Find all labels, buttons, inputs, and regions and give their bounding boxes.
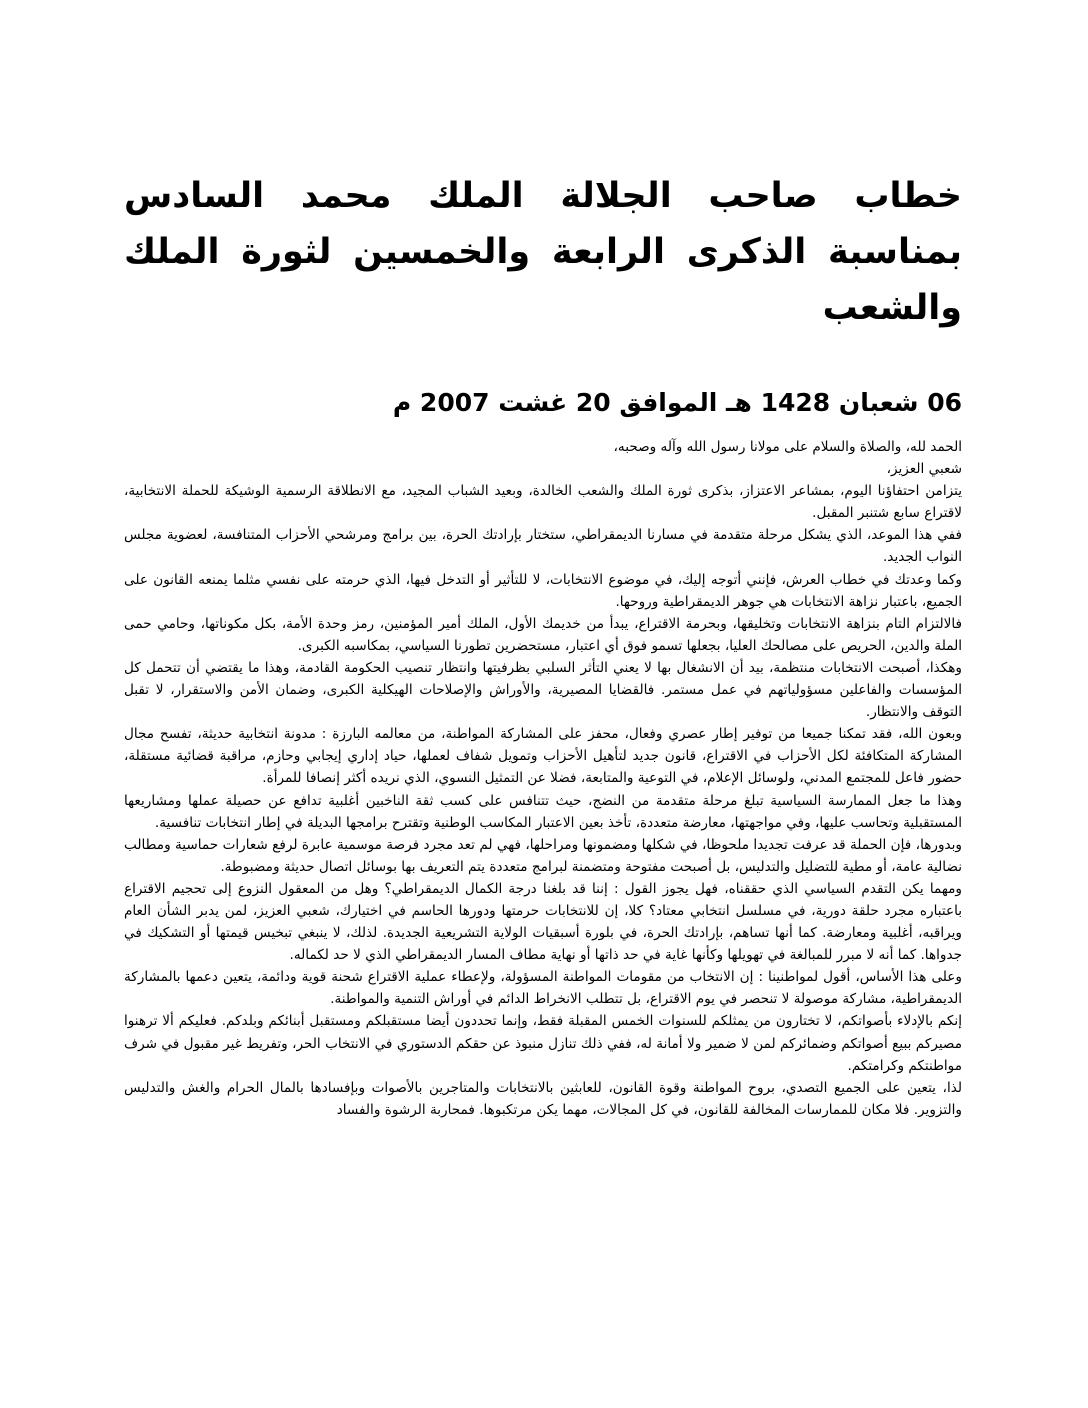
- paragraph: الحمد لله، والصلاة والسلام على مولانا رسول الله وآله وصحبه،: [613, 439, 962, 455]
- paragraph: ومهما يكن التقدم السياسي الذي حققناه، فهل يجوز القول : إننا قد بلغنا درجة الكمال الديمقراطي؟ وهل من المعقول النزوع إلى تحجيم الاقتراع باعتباره مجرد حلقة دورية، في مسلسل انتخابي معتاد؟ كلا، إن للانتخابات حرمتها ودورها الحاسم في اختيارك، شعبي العزيز، لمن يدبر الشأن العام ويراقبه، أغلبية ومعارضة. كما أنها تساهم، بإرادتك الحرة، في بلورة أسبقيات الولاية التشريعية الجديدة. لذلك، لا ينبغي تبخيس قيمتها أو التشكيك في جدواها. كما أنه لا مبرر للمبالغة في تهويلها وكأنها غاية في حد ذاتها أو نهاية مطاف المسار الديمقراطي الذي لا حد لكماله.: [124, 880, 962, 964]
- document-page: [124, 168, 962, 1121]
- paragraph: وهكذا، أصبحت الانتخابات منتظمة، بيد أن الانشغال بها لا يعني التأثر السلبي بظرفيتها وانتظار تنصيب الحكومة القادمة، وهذا ما يقتضي أن تتحمل كل المؤسسات والفاعلين مسؤولياتهم في عمل مستمر. فالقضايا المصيرية، والأوراش والإصلاحات الهيكلية الكبرى، وضمان الأمن والاستقرار، لا تقبل التوقف والانتظار.: [124, 659, 962, 721]
- paragraph: ففي هذا الموعد، الذي يشكل مرحلة متقدمة في مسارنا الديمقراطي، ستختار بإرادتك الحرة، بين برامج ومرشحي الأحزاب المتنافسة، لعضوية مجلس النواب الجديد.: [124, 527, 962, 566]
- paragraph: يتزامن احتفاؤنا اليوم، بمشاعر الاعتزاز، بذكرى ثورة الملك والشعب الخالدة، وبعيد الشباب المجيد، مع الانطلاقة الرسمية الوشيكة للحملة الانتخابية، لاقتراع سابع شتنبر المقبل.: [124, 483, 962, 522]
- paragraph: وبعون الله، فقد تمكنا جميعا من توفير إطار عصري وفعال، محفز على المشاركة المواطنة، من معالمه البارزة : مدونة انتخابية حديثة، تفسح مجال المشاركة المتكافئة لكل الأحزاب في الاقتراع، قانون جديد لتأهيل الأحزاب وتمويل شفاف لعملها، حياد إداري إيجابي وحازم، مراقبة قضائية مستقلة، حضور فاعل للمجتمع المدني، ولوسائل الإعلام، في التوعية والمتابعة، فضلا عن التمثيل النسوي، الذي نريده أكثر إنصافا للمرأة.: [124, 726, 962, 787]
- paragraph: وعلى هذا الأساس، أقول لمواطنينا : إن الانتخاب من مقومات المواطنة المسؤولة، ولإعطاء عملية الاقتراع شحنة قوية ودائمة، يتعين دعمها بالمشاركة الديمقراطية، مشاركة موصولة لا تنحصر في يوم الاقتراع، بل تتطلب الانخراط الدائم في أوراش التنمية والمواطنة.: [124, 969, 962, 1008]
- paragraph: وبدورها، فإن الحملة قد عرفت تجديدا ملحوظا، في شكلها ومضمونها ومراحلها، فهي لم تعد مجرد فرصة موسمية عابرة لرفع شعارات حماسية ومطالب نضالية عامة، أو مطية للتضليل والتدليس، بل أصبحت مفتوحة ومتضمنة لبرامج متعددة يتم التعريف بها بوسائل اتصال حديثة ومضبوطة.: [124, 836, 962, 875]
- paragraph: لذا، يتعين على الجميع التصدي، بروح المواطنة وقوة القانون، للعابثين بالانتخابات والمتاجرين بالأصوات وبإفسادها بالمال الحرام والغش والتدليس والتزوير. فلا مكان للممارسات المخالفة للقانون، في كل المجالات، مهما يكن مرتكبوها. فمحاربة الرشوة والفساد: [124, 1079, 962, 1118]
- document-body: [124, 436, 962, 1121]
- paragraph: شعبي العزيز،: [886, 461, 962, 478]
- paragraph: وهذا ما جعل الممارسة السياسية تبلغ مرحلة متقدمة من النضج، حيث تتنافس على كسب ثقة الناخبين أغلبية تدافع عن حصيلة عملها ومشاريعها المستقبلية وتحاسب عليها، وفي مواجهتها، معارضة متعددة، تأخذ بعين الاعتبار المكاسب الوطنية وتقترح برامجها البديلة في إطار انتخابات تنافسية.: [124, 792, 962, 831]
- paragraph: فالالتزام التام بنزاهة الانتخابات وتخليقها، وبحرمة الاقتراع، يبدأ من خديمك الأول، الملك أمير المؤمنين، رمز وحدة الأمة، بكل مكوناتها، وحامي حمى الملة والدين، الحريص على مصالحك العليا، بجعلها تسمو فوق أي اعتبار، مستحضرين تطورنا السياسي، بمكاسبه الكبرى.: [124, 615, 962, 654]
- document-date: 06 شعبان 1428 هـ الموافق 20 غشت 2007 م: [392, 388, 962, 417]
- document-title: خطاب صاحب الجلالة الملك محمد السادس بمناسبة الذكرى الرابعة والخمسين لثورة الملك والشعب: [124, 176, 962, 328]
- paragraph: وكما وعدتك في خطاب العرش، فإنني أتوجه إليك، في موضوع الانتخابات، لا للتأثير أو التدخل فيها، الذي حرمته على نفسي مثلما يمنعه القانون على الجميع، باعتبار نزاهة الانتخابات هي جوهر الديمقراطية وروحها.: [124, 571, 962, 610]
- paragraph: إنكم بالإدلاء بأصواتكم، لا تختارون من يمثلكم للسنوات الخمس المقبلة فقط، وإنما تحددون أيضا مستقبلكم ومستقبل أبنائكم وبلدكم. فعليكم ألا ترهنوا مصيركم ببيع أصواتكم وضمائركم لمن لا ضمير ولا أمانة له، ففي ذلك تنازل منبوذ عن حقكم الدستوري في الانتخاب الحر، وتفريط غير مقبول في شرف مواطنتكم وكرامتكم.: [124, 1013, 962, 1074]
